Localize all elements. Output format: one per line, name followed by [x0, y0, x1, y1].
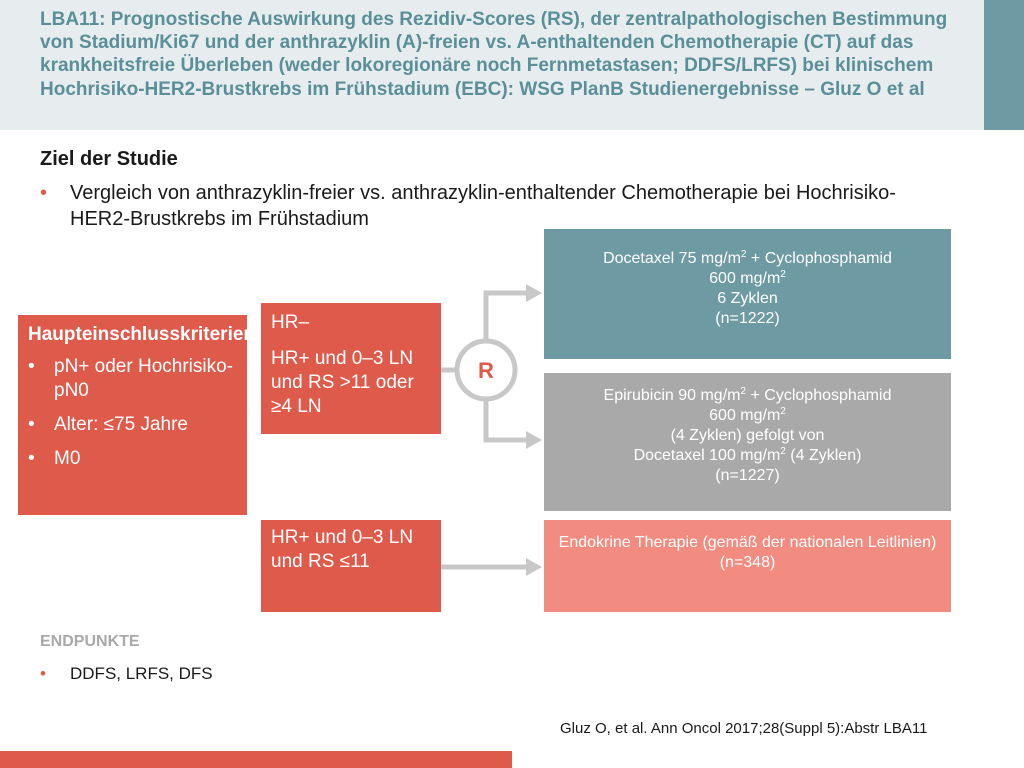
group-hr-high-risk-box: [261, 303, 441, 434]
arrowhead-arm1: [526, 284, 542, 302]
arm-docetaxel-box: [544, 229, 951, 359]
arm3-line1: Endokrine Therapie (gemäß der nationalen Leitlinien): [558, 534, 937, 551]
bullet-dot-icon: •: [28, 414, 35, 435]
randomization-label: R: [478, 358, 494, 383]
criteria-item: • M0: [28, 448, 81, 469]
study-aim-heading: Ziel der Studie: [40, 148, 178, 170]
slide-title: LBA11: Prognostische Auswirkung des Rezidiv-Scores (RS), der zentralpathologischen Bestimmung von Stadium/Ki67 und der anthrazyklin (A)-freien vs. A-enthaltenden Chemotherapie (CT) auf das krankheitsfreie Überleben (weder lokoregionäre noch Fernmetastasen; DDFS/LRFS) bei klinischem Hochrisiko-HER2-Brustkrebs im Frühstadium (EBC): WSG PlanB Studienergebnisse – Gluz O et al: [40, 9, 948, 100]
arm2-line1: Epirubicin 90 $mg/m^2$ + Cyclophosphamid: [603, 386, 892, 404]
group-hr-positive-low: HR+ und 0–3 LN und RS ≤11: [271, 527, 414, 572]
footer-accent-bar: [0, 751, 512, 768]
arm1-line2: 600 $mg/m^2$: [709, 269, 786, 287]
criteria-heading: Haupteinschlusskriterien: [28, 324, 256, 345]
group-hr-negative: HR–: [271, 312, 310, 333]
group-hr-positive-high: HR+ und 0–3 LN und RS >11 oder ≥4 LN: [271, 348, 414, 417]
arm-epirubicin-box: [544, 373, 951, 511]
bullet-dot-icon: •: [28, 448, 35, 469]
connector-r-to-arm2: [486, 399, 526, 440]
arm2-line3: (4 Zyklen) gefolgt von: [670, 427, 825, 444]
inclusion-criteria-box: [18, 315, 256, 515]
endpoints-item: • DDFS, LRFS, DFS: [40, 664, 213, 683]
arrowhead-arm3: [526, 558, 542, 576]
criteria-item: • pN+ oder Hochrisiko-pN0: [28, 356, 233, 401]
connector-r-to-arm1: [486, 293, 526, 341]
arrowhead-arm2: [526, 431, 542, 449]
bullet-dot-icon: •: [40, 664, 46, 683]
endpoints-heading: ENDPUNKTE: [40, 633, 140, 650]
arm-endocrine-box: [544, 520, 951, 612]
arm1-n: (n=1222): [715, 310, 780, 327]
criteria-list: [28, 355, 237, 471]
study-aim-text: Vergleich von anthrazyklin-freier vs. anthrazyklin-enthaltender Chemotherapie bei Hochrisiko-HER2-Brustkrebs im Frühstadium: [70, 182, 896, 230]
arm1-cycles: 6 Zyklen: [717, 290, 778, 307]
arm2-line4: Docetaxel 100 $mg/m^2$ (4 Zyklen): [633, 446, 862, 464]
criteria-item: • Alter: ≤75 Jahre: [28, 414, 188, 435]
group-hr-low-rs-box: [261, 520, 441, 612]
reference-citation: Gluz O, et al. Ann Oncol 2017;28(Suppl 5):Abstr LBA11: [560, 720, 928, 737]
bullet-dot-icon: •: [28, 356, 35, 377]
arm1-line1: Docetaxel 75 $mg/m^2$ + Cyclophosphamid: [603, 249, 892, 267]
bullet-dot-icon: •: [40, 182, 48, 204]
arm2-n: (n=1227): [715, 467, 780, 484]
arm2-line2: 600 $mg/m^2$: [709, 406, 786, 424]
arm3-n: (n=348): [719, 554, 776, 571]
